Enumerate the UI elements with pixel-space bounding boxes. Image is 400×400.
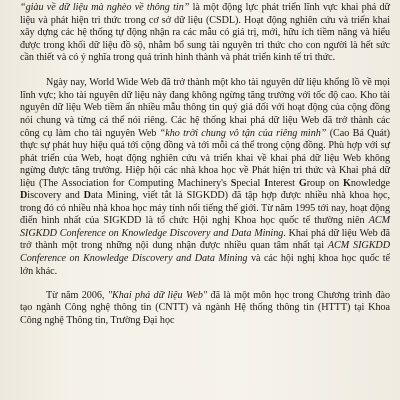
- text-run: ata Mining, viết tắt là SIGKDD) đã tập hợp được nhiều nhà khoa học, trong đó có nhiều nhà khoa học máy tính nổi tiếng thế giới. Từ năm 1995 tới nay, hoạt động điển hình nhất của SIGKDD là tổ chức Hội nghị Khoa học quốc tế thường niên: [20, 190, 393, 227]
- text-run: Từ năm 2006,: [46, 289, 108, 301]
- text-run: iscovery and: [27, 190, 84, 202]
- text-run: D: [83, 190, 91, 202]
- text-run: và các hội nghị khoa học quốc tế lớn khác.: [20, 252, 393, 277]
- text-run: "Khai phá dữ liệu Web": [107, 289, 208, 301]
- text-run: (Cao Bá Quát) thực sự phát huy hiệu quả tới cộng đồng và tới mỗi cá thể trong cộng đồng. Phù hợp với sự phát triển của Web, hoạt động nghiên cứu và triển khai về khai phá dữ liệu Web không ngừng được tăng trưởng. Hiệp hội các nhà khoa học về Phát hiện tri thức và Khai phá dữ liệu (The Association for Computing Machinery's: [20, 127, 393, 189]
- paragraph-intro: [20, 2, 393, 65]
- text-run: D: [20, 190, 28, 202]
- text-run: đã là một môn học trong Chương trình đào tạo ngành Công nghệ thông tin (CNTT) và ngành Hệ thống thông tin (HTTT) tại Khoa Công nghệ Thông tin, Trường Đại học: [20, 289, 393, 326]
- text-run: “giàu về dữ liệu mà nghèo về thông tin”: [20, 2, 190, 13]
- text-run: pecial: [236, 177, 265, 189]
- text-run: . Khai phá dữ liệu Web đã trở thành một trong những nội dung nhận được nhiều quan tâm nhất tại: [20, 227, 393, 252]
- text-run: ACM SIGKDD Conference on Knowledge Discovery and Data Mining: [20, 215, 393, 239]
- text-run: nowledge: [350, 177, 393, 189]
- text-run: “kho trời chung vô tận của riêng mình”: [159, 127, 327, 139]
- text-run: S: [230, 177, 237, 189]
- text-run: nterest: [268, 177, 299, 189]
- text-run: là một động lực phát triển lĩnh vực khai phá dữ liệu và phát hiện tri thức trong cơ sở dữ liệu (CSDL). Hoạt động nghiên cứu và triển khai xây dựng các hệ thống tự động nhận ra các mẫu có giá trị, mới, hữu ích tiềm năng và hiểu được trong khối dữ liệu đồ sộ, nhằm bổ sung tài nguyên tri thức cho con người là hết sức cần thiết và có ý nghĩa trong quá trình hình thành và phát triển kinh tế tri thức.: [20, 2, 393, 64]
- text-run: K: [343, 177, 351, 189]
- paragraph-www: [20, 77, 393, 278]
- text-run: Ngày nay, World Wide Web đã trở thành một kho tài nguyên dữ liệu khổng lồ về mọi lĩnh vực; kho tài nguyên dữ liệu này đang không ngừng tăng trưởng với tốc độ cao. Kho tài nguyên dữ liệu Web tiềm ẩn nhiều mẫu thông tin quý giá đối với hoạt động của cộng đồng nói chung và từng cá thể nói riêng. Các hệ thống khai phá dữ liệu Web đã trở thành các công cụ làm cho tài nguyên Web: [20, 77, 393, 139]
- text-run: I: [264, 177, 269, 189]
- document-body: [20, 2, 393, 327]
- text-run: ACM SIGKDD Conference on Knowledge Discovery and Data Mining: [20, 240, 393, 264]
- text-run: roup on: [306, 177, 344, 189]
- text-run: G: [298, 177, 307, 189]
- paragraph-2006: [20, 289, 393, 328]
